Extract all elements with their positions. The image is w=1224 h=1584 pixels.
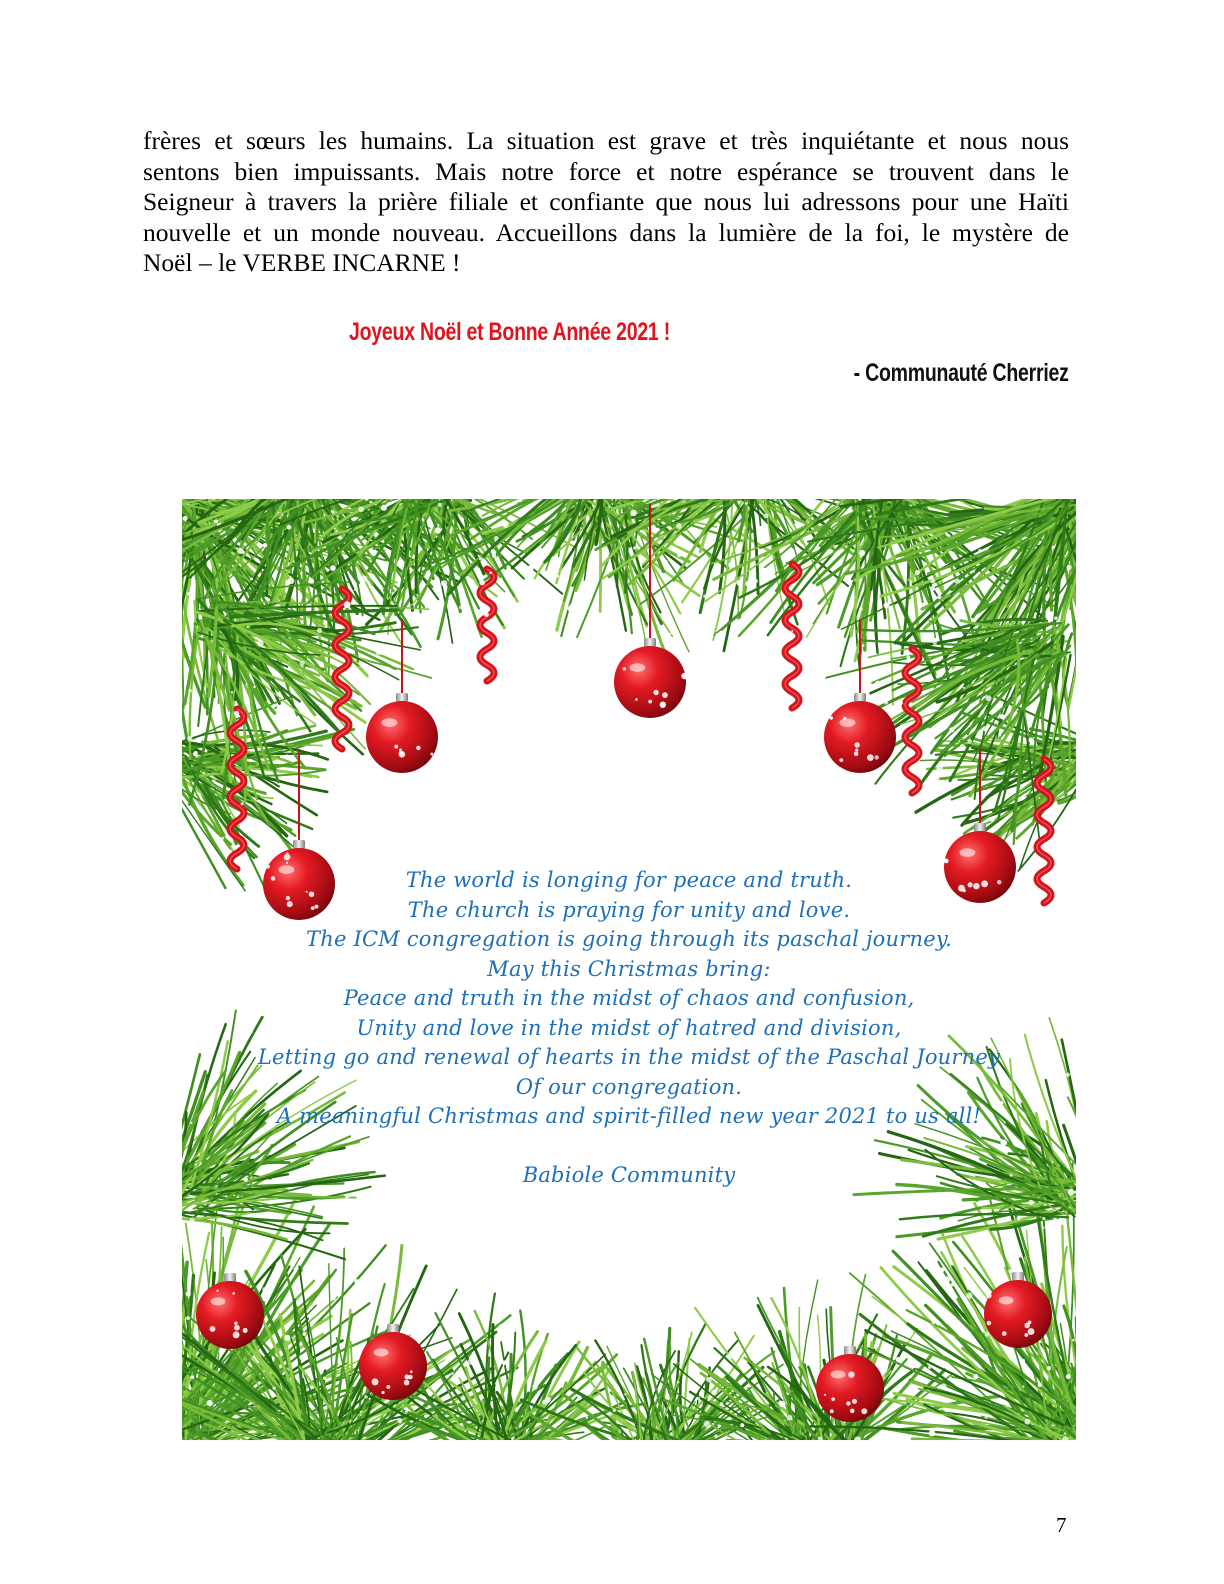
body-line: Seigneur à travers la prière filiale et confiante que nous lui adressons pour une Haïti (143, 187, 1069, 216)
body-line: Noël – le VERBE INCARNE ! (143, 248, 461, 277)
verse-signature: Babiole Community (522, 1163, 736, 1187)
verse-line: The world is longing for peace and truth. (405, 868, 853, 892)
verse-line: Peace and truth in the midst of chaos and confusion, (343, 986, 915, 1010)
verse-line: The ICM congregation is going through its paschal journey. (306, 927, 952, 951)
community-signature: - Communauté Cherriez (853, 359, 1069, 387)
christmas-card-image (182, 499, 1076, 1440)
christmas-greeting: Joyeux Noël et Bonne Année 2021 ! (349, 318, 670, 346)
verse-line: Of our congregation. (515, 1074, 743, 1099)
verse-line: Letting go and renewal of hearts in the midst of the Paschal Journey (257, 1045, 1001, 1069)
body-line: nouvelle et un monde nouveau. Accueillons dans la lumière de la foi, le mystère de (143, 217, 1069, 247)
body-line: sentons bien impuissants. Mais notre force et notre espérance se trouvent dans le (143, 156, 1069, 186)
verse-line: Unity and love in the midst of hatred and division, (356, 1015, 902, 1040)
verse-line: The church is praying for unity and love. (407, 897, 851, 922)
verse-line: A meaningful Christmas and spirit-filled new year 2021 to us all! (276, 1104, 982, 1128)
card-verse (182, 866, 1076, 1191)
page-number: 7 (1056, 1513, 1067, 1537)
body-paragraph (143, 126, 1069, 279)
body-line: frères et sœurs les humains. La situation est grave et très inquiétante et nous nous (143, 126, 1069, 155)
verse-line: May this Christmas bring: (487, 956, 771, 981)
